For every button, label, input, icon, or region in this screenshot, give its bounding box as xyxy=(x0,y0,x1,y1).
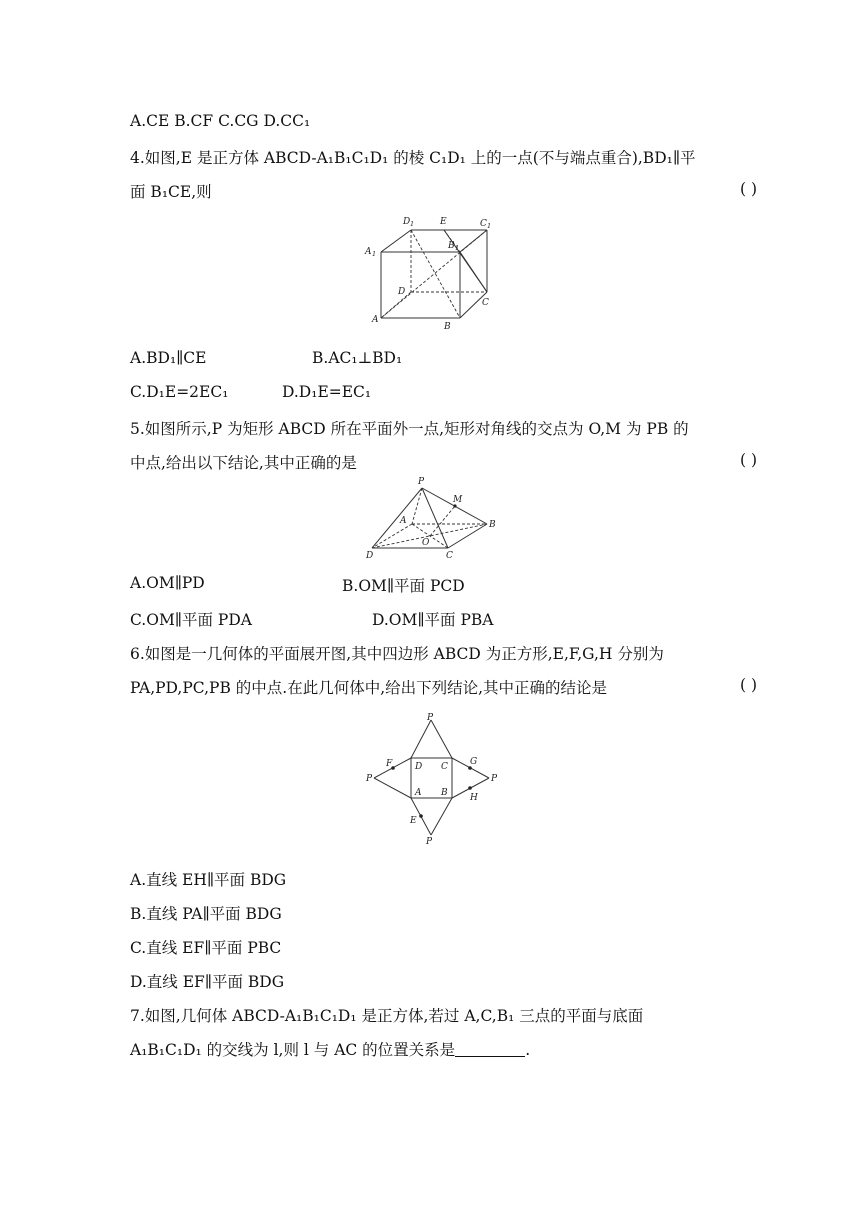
q5-pyramid-figure xyxy=(360,474,510,566)
q6-option-d: D.直线 EF∥平面 BDG xyxy=(130,973,285,991)
q4-answer-paren: ( ) xyxy=(740,180,758,198)
q5-label-A: A xyxy=(400,516,407,526)
q4-label-D1-sub: 1 xyxy=(410,220,415,228)
q5-option-a: A.OM∥PD xyxy=(130,574,205,592)
q5-label-D: D xyxy=(366,551,374,561)
q6-label-P-bottom: P xyxy=(426,837,433,847)
q5-label-P: P xyxy=(418,477,425,487)
q4-label-A1: A xyxy=(365,247,372,257)
q6-answer-paren: ( ) xyxy=(740,676,758,694)
q6-label-C: C xyxy=(441,762,448,772)
q5-label-B: B xyxy=(489,520,496,530)
q5-option-b: B.OM∥平面 PCD xyxy=(342,577,465,595)
q5-stem-line1: 5.如图所示,P 为矩形 ABCD 所在平面外一点,矩形对角线的交点为 O,M 为 PB 的 xyxy=(130,420,689,438)
q5-label-M: M xyxy=(453,495,463,505)
q7-stem-line2 xyxy=(130,1038,530,1060)
q4-stem-line2: 面 B₁CE,则 xyxy=(130,183,212,201)
q5-label-C: C xyxy=(446,551,453,561)
q6-label-A: A xyxy=(415,788,422,798)
q6-option-b: B.直线 PA∥平面 BDG xyxy=(130,905,282,923)
q4-label-D1: D xyxy=(403,217,411,227)
q6-label-D: D xyxy=(415,762,423,772)
q4-cube-figure xyxy=(360,212,500,334)
q5-option-c: C.OM∥平面 PDA xyxy=(130,611,252,629)
q6-label-P-top: P xyxy=(427,713,434,723)
q4-option-a: A.BD₁∥CE xyxy=(130,349,207,367)
q6-label-P-right: P xyxy=(491,774,498,784)
q7-answer-blank[interactable] xyxy=(455,1042,525,1057)
q4-label-E: E xyxy=(440,217,447,227)
q4-label-B1: B xyxy=(448,241,455,251)
q4-label-A: A xyxy=(372,315,379,325)
q4-label-B: B xyxy=(444,322,451,332)
q6-option-c: C.直线 EF∥平面 PBC xyxy=(130,939,282,957)
q4-stem-line1: 4.如图,E 是正方体 ABCD-A₁B₁C₁D₁ 的棱 C₁D₁ 上的一点(不与端点重合),BD₁∥平 xyxy=(130,149,696,167)
q3-options: A.CE B.CF C.CG D.CC₁ xyxy=(130,112,311,130)
q6-option-a: A.直线 EH∥平面 BDG xyxy=(130,871,287,889)
q6-label-F: F xyxy=(386,759,393,769)
q4-option-c: C.D₁E=2EC₁ xyxy=(130,383,229,401)
q6-stem-line2: PA,PD,PC,PB 的中点.在此几何体中,给出下列结论,其中正确的结论是 xyxy=(130,679,608,697)
q6-net-figure xyxy=(362,710,504,848)
q5-label-O: O xyxy=(422,538,430,548)
q4-option-b: B.AC₁⊥BD₁ xyxy=(312,349,403,367)
q6-label-B: B xyxy=(441,788,448,798)
q5-answer-paren: ( ) xyxy=(740,451,758,469)
q4-label-A1-sub: 1 xyxy=(372,250,377,258)
q6-label-G: G xyxy=(470,757,478,767)
q7-stem-text: A₁B₁C₁D₁ 的交线为 l,则 l 与 AC 的位置关系是 xyxy=(130,1041,456,1059)
q4-label-C1-sub: 1 xyxy=(487,222,492,230)
q4-label-D: D xyxy=(398,287,406,297)
q5-option-d: D.OM∥平面 PBA xyxy=(372,611,494,629)
q5-stem-line2: 中点,给出以下结论,其中正确的是 xyxy=(130,454,357,472)
q7-stem-end: . xyxy=(525,1041,531,1059)
q7-stem-line1: 7.如图,几何体 ABCD-A₁B₁C₁D₁ 是正方体,若过 A,C,B₁ 三点的平面与底面 xyxy=(130,1007,644,1025)
q6-stem-line1: 6.如图是一几何体的平面展开图,其中四边形 ABCD 为正方形,E,F,G,H 分别为 xyxy=(130,645,664,663)
q6-label-P-left: P xyxy=(366,774,373,784)
q4-label-C1: C xyxy=(480,219,487,229)
q4-option-d: D.D₁E=EC₁ xyxy=(282,383,372,401)
q6-label-E: E xyxy=(410,816,417,826)
q4-label-C: C xyxy=(482,298,489,308)
q6-label-H: H xyxy=(470,793,478,803)
q4-label-B1-sub: 1 xyxy=(455,244,460,252)
